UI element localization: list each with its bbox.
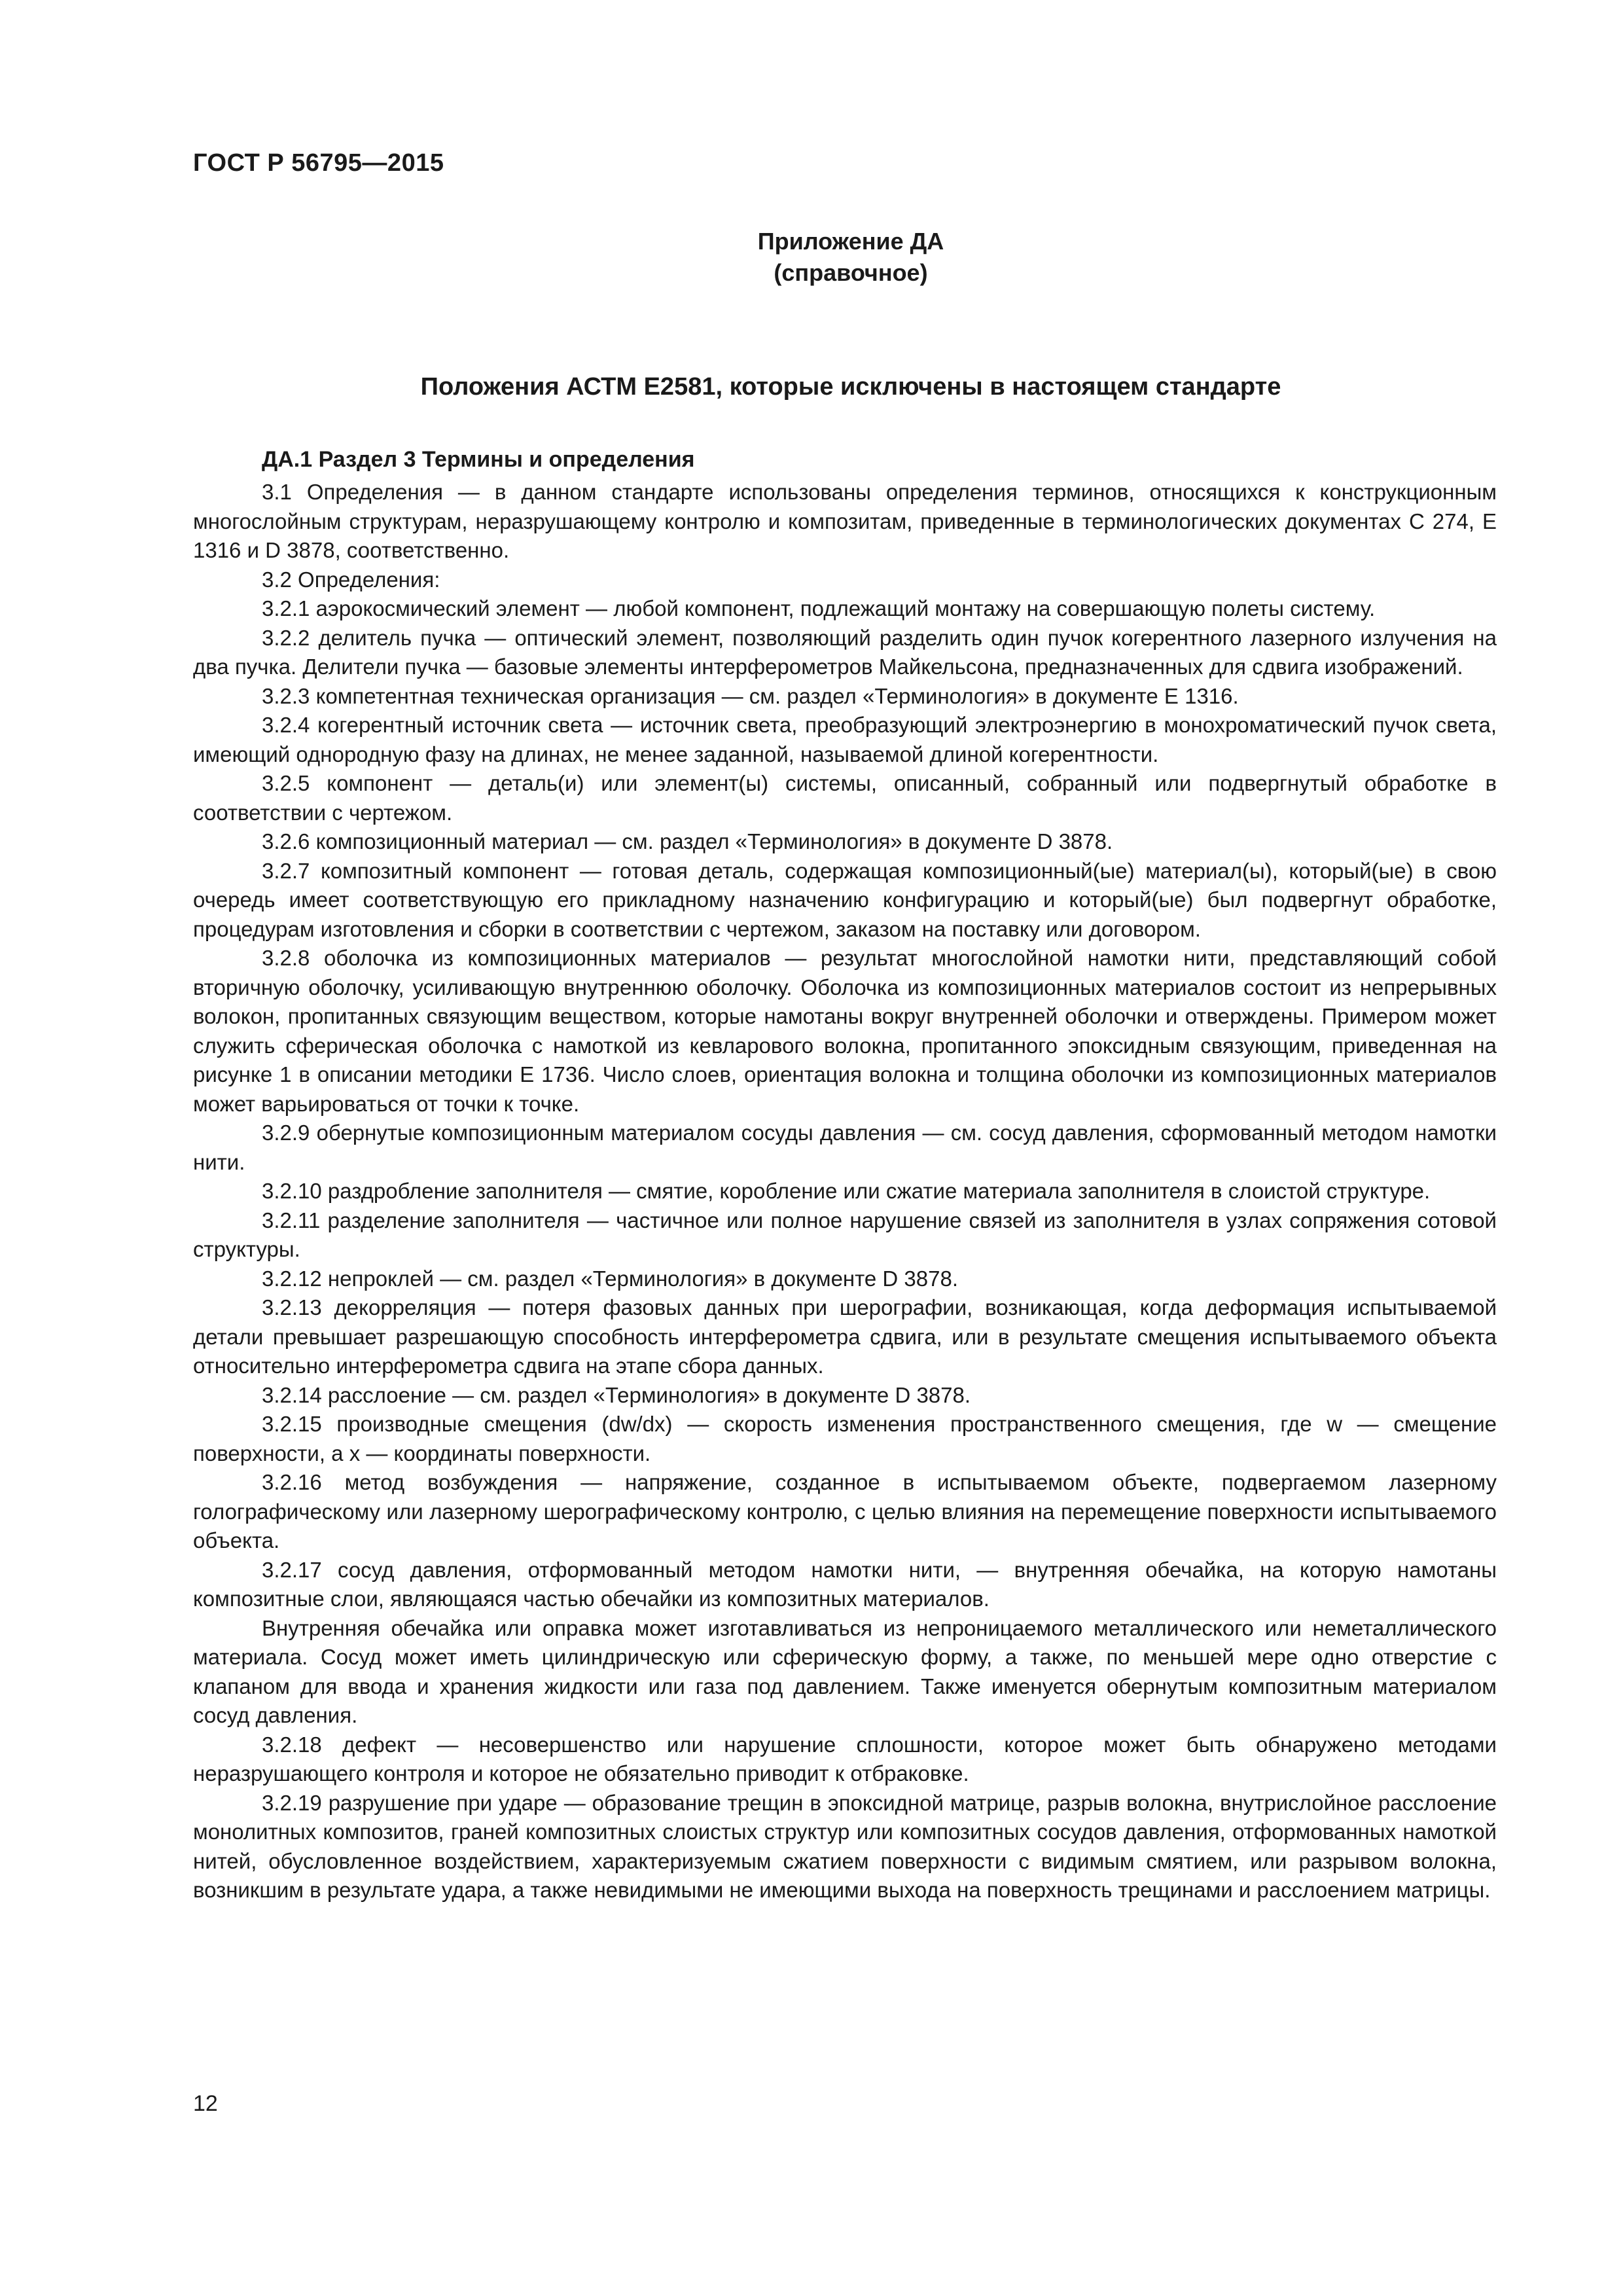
paragraph-3-2-2: 3.2.2 делитель пучка — оптический элемент, позволяющий разделить один пучок когерентного лазерного излучения на два пучка. Делители пучка — базовые элементы интерферометров Майкельсона, предназначенных для сдвига изображений.: [193, 625, 1497, 679]
paragraph-3-2-17-note: Внутренняя обечайка или оправка может изготавливаться из непроницаемого металлического или неметаллического материала. Сосуд может иметь цилиндрическую или сферическую форму, а также, по меньшей мере одно отверстие с клапаном для ввода и хранения жидкости или газа под давлением. Также именуется обернутым композитным материалом сосуд давления.: [193, 1615, 1497, 1727]
annex-type: (справочное): [774, 259, 928, 286]
paragraph-3-1: 3.1 Определения — в данном стандарте использованы определения терминов, относящихся к конструкционным многослойным структурам, неразрушающему контролю и композитам, приведенные в терминологических документах С 274, Е 1316 и D 3878, соответственно.: [193, 480, 1497, 562]
annex-title: Положения АСТМ Е2581, которые исключены в настоящем стандарте: [420, 373, 1281, 401]
paragraph-3-2-14: 3.2.14 расслоение — см. раздел «Терминология» в документе D 3878.: [262, 1382, 971, 1407]
page-number: 12: [193, 2091, 218, 2116]
paragraph-3-2-16: 3.2.16 метод возбуждения — напряжение, созданное в испытываемом объекте, подвергаемом лазерному голографическому или лазерному шерографическому контролю, с целью влияния на перемещение поверхности испытываемого объекта.: [193, 1470, 1497, 1552]
document-body: [193, 445, 1497, 1905]
paragraph-3-2-6: 3.2.6 композиционный материал — см. раздел «Терминология» в документе D 3878.: [262, 829, 1113, 853]
paragraph-3-2-9: 3.2.9 обернутые композиционным материалом сосуды давления — см. сосуд давления, сформованный методом намотки нити.: [193, 1121, 1497, 1174]
paragraph-3-2-19: 3.2.19 разрушение при ударе — образование трещин в эпоксидной матрице, разрыв волокна, внутрислойное расслоение монолитных композитов, граней композитных слоистых структур или композитных сосудов давления, отформованных намоткой нитей, обусловленное воздействием, характеризуемым сжатием поверхности с видимым смятием, или разрывом волокна, возникшим в результате удара, а также невидимыми не имеющими выхода на поверхность трещинами и расслоением матрицы.: [193, 1790, 1497, 1902]
paragraph-3-2-7: 3.2.7 композитный компонент — готовая деталь, содержащая композиционный(ые) материал(ы), который(ые) в свою очередь имеет соответствующую его прикладному назначению конфигурацию и который(ые) был подвергнут обработке, процедурам изготовления и сборки в соответствии с чертежом, заказом на поставку или договором.: [193, 858, 1497, 941]
paragraph-3-2-13: 3.2.13 декорреляция — потеря фазовых данных при шерографии, возникающая, когда деформация испытываемой детали превышает разрешающую способность интерферометра сдвига, или в результате смещения испытываемого объекта относительно интерферометра сдвига на этапе сбора данных.: [193, 1295, 1497, 1378]
paragraph-3-2-18: 3.2.18 дефект — несовершенство или нарушение сплошности, которое может быть обнаружено методами неразрушающего контроля и которое не обязательно приводит к отбраковке.: [193, 1732, 1497, 1785]
paragraph-3-2: 3.2 Определения:: [262, 567, 440, 592]
paragraph-3-2-10: 3.2.10 раздробление заполнителя — смятие, коробление или сжатие материала заполнителя в слоистой структуре.: [262, 1179, 1431, 1203]
document-number-header: ГОСТ Р 56795—2015: [193, 149, 444, 177]
paragraph-3-2-4: 3.2.4 когерентный источник света — источник света, преобразующий электроэнергию в монохроматический пучок света, имеющий однородную фазу на длинах, не менее заданной, называемой длиной когерентности.: [193, 713, 1497, 766]
paragraph-3-2-8: 3.2.8 оболочка из композиционных материалов — результат многослойной намотки нити, представляющий собой вторичную оболочку, усиливающую внутреннюю оболочку. Оболочка из композиционных материалов состоит из непрерывных волокон, пропитанных связующим веществом, которые намотаны вокруг внутренней оболочки и отверждены. Примером может служить сферическая оболочка с намоткой из кевларового волокна, пропитанного эпоксидным связующим, приведенная на рисунке 1 в описании методики Е 1736. Число слоев, ориентация волокна и толщина оболочки из композиционных материалов может варьироваться от точки к точке.: [193, 946, 1497, 1116]
section-heading: ДА.1 Раздел 3 Термины и определения: [262, 447, 695, 472]
annex-label: Приложение ДА: [757, 228, 944, 255]
paragraph-3-2-17: 3.2.17 сосуд давления, отформованный методом намотки нити, — внутренняя обечайка, на которую намотаны композитные слои, являющаяся частью обечайки из композитных материалов.: [193, 1557, 1497, 1611]
paragraph-3-2-3: 3.2.3 компетентная техническая организация — см. раздел «Терминология» в документе Е 1316.: [262, 683, 1239, 708]
paragraph-3-2-15: 3.2.15 производные смещения (dw/dx) — скорость изменения пространственного смещения, где w — смещение поверхности, а x — координаты поверхности.: [193, 1412, 1497, 1465]
annex-label-block: [0, 226, 1623, 289]
paragraph-3-2-5: 3.2.5 компонент — деталь(и) или элемент(ы) системы, описанный, собранный или подвергнутый обработке в соответствии с чертежом.: [193, 771, 1497, 825]
paragraph-3-2-11: 3.2.11 разделение заполнителя — частичное или полное нарушение связей из заполнителя в узлах сопряжения сотовой структуры.: [193, 1208, 1497, 1261]
paragraph-3-2-12: 3.2.12 непроклей — см. раздел «Терминология» в документе D 3878.: [262, 1266, 958, 1291]
paragraph-3-2-1: 3.2.1 аэрокосмический элемент — любой компонент, подлежащий монтажу на совершающую полеты систему.: [262, 596, 1376, 620]
